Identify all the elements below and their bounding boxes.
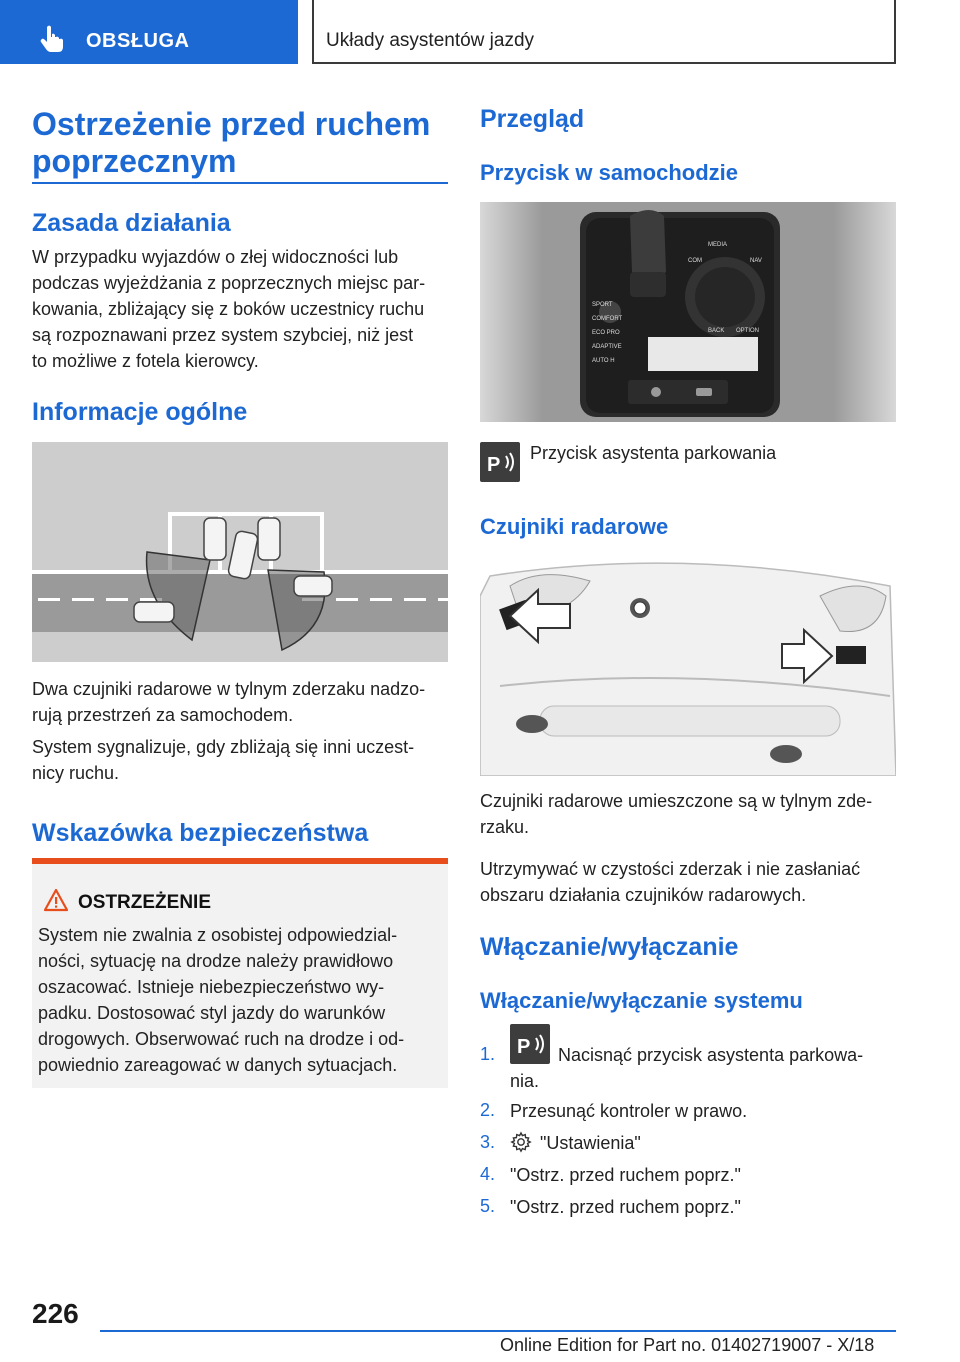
- principle-line: to możliwe z fotela kierowcy.: [32, 351, 259, 371]
- parking-assist-button-icon: [480, 442, 520, 482]
- heading-onoff: Włączanie/wyłączanie: [480, 933, 739, 961]
- step-text-continued: nia.: [510, 1071, 540, 1091]
- page-number: 226: [32, 1298, 79, 1329]
- warning-line: drogowych. Obserwować ruch na drodze i od-: [38, 1029, 405, 1049]
- step-number: 4.: [480, 1164, 496, 1184]
- hand-pointer-icon: [38, 24, 68, 52]
- principle-line: są rozpoznawani przez system szybciej, niż jest: [32, 325, 414, 345]
- general-p2-line: System sygnalizuje, gdy zbliżają się inni uczest-: [32, 737, 415, 757]
- footer-rule: [100, 1330, 896, 1332]
- radar-p1-line: rzaku.: [480, 817, 530, 837]
- center-console-graphic: [480, 202, 896, 422]
- step-number: 3.: [480, 1132, 496, 1152]
- heading-safety: Wskazówka bezpieczeństwa: [32, 819, 369, 847]
- controller-button-label: BACK: [708, 328, 725, 334]
- controller-button-label: NAV: [750, 258, 762, 264]
- button-caption: Przycisk asystenta parkowania: [530, 443, 777, 463]
- controller-button-label: COM: [688, 258, 702, 264]
- heading-radar: Czujniki radarowe: [480, 514, 669, 539]
- general-p1-line: rują przestrzeń za samochodem.: [32, 705, 294, 725]
- principle-line: podczas wyjeżdżania z poprzecznych miejsc par-: [32, 273, 426, 293]
- rear-bumper-illustration: [480, 556, 896, 776]
- heading-general: Informacje ogólne: [32, 398, 248, 426]
- warning-line: powiednio zareagować w danych sytuacjach.: [38, 1055, 398, 1075]
- parking-assist-button-icon: [510, 1024, 550, 1064]
- step-text: "Ostrz. przed ruchem poprz.": [510, 1165, 741, 1185]
- step-text: "Ustawienia": [540, 1133, 641, 1153]
- principle-line: kowania, zbliżający się z boków uczestnicy ruchu: [32, 299, 425, 319]
- general-p1-line: Dwa czujniki radarowe w tylnym zderzaku nadzo-: [32, 679, 426, 699]
- drive-mode-label: ECO PRO: [592, 330, 620, 336]
- controller-button-label: OPTION: [736, 328, 760, 334]
- center-console-photo: [480, 202, 896, 422]
- controller-button-label: MEDIA: [708, 242, 728, 248]
- radar-p2-line: Utrzymywać w czystości zderzak i nie zasłaniać: [480, 859, 861, 879]
- heading-onoff-system: Włączanie/wyłączanie systemu: [480, 988, 803, 1013]
- gear-icon: [510, 1131, 532, 1153]
- warning-line: padku. Dostosować styl jazdy do warunków: [38, 1003, 386, 1023]
- step-number: 1.: [480, 1044, 496, 1064]
- warning-text: [38, 922, 442, 1078]
- warning-triangle-icon: [44, 888, 68, 912]
- car-rear-graphic: [480, 556, 896, 776]
- edition-text: Online Edition for Part no. 01402719007 - X/18: [500, 1335, 875, 1355]
- general-p2-line: nicy ruchu.: [32, 763, 120, 783]
- parking-p-icon: [510, 1024, 550, 1064]
- warning-line: System nie zwalnia z osobistej odpowiedzial-: [38, 925, 398, 945]
- svg-text:P: P: [517, 1036, 531, 1058]
- drive-mode-label: COMFORT: [592, 316, 623, 322]
- drive-mode-label: SPORT: [592, 302, 613, 308]
- step-text: Przesunąć kontroler w prawo.: [510, 1101, 748, 1121]
- heading-overview: Przegląd: [480, 105, 585, 133]
- article-title-line2: poprzecznym: [32, 143, 237, 179]
- radar-p2-line: obszaru działania czujników radarowych.: [480, 885, 807, 905]
- step-text: "Ostrz. przed ruchem poprz.": [510, 1197, 741, 1217]
- parking-p-icon: [480, 442, 520, 482]
- drive-mode-label: ADAPTIVE: [592, 344, 622, 350]
- step-text: Nacisnąć przycisk asystenta parkowa-: [558, 1045, 864, 1065]
- warning-box: [32, 858, 448, 1088]
- warning-line: oszacować. Istnieje niebezpieczeństwo wy-: [38, 977, 385, 997]
- step-number: 5.: [480, 1196, 496, 1216]
- section-label: OBSŁUGA: [86, 30, 190, 52]
- drive-mode-label: AUTO H: [592, 358, 615, 364]
- heading-button: Przycisk w samochodzie: [480, 160, 738, 185]
- heading-principle: Zasada działania: [32, 209, 231, 237]
- parking-scene-graphic: [32, 442, 448, 662]
- chapter-title: Układy asystentów jazdy: [326, 30, 535, 51]
- warning-line: ności, sytuację na drodze należy prawidłowo: [38, 951, 394, 971]
- radar-p1-line: Czujniki radarowe umieszczone są w tylnym zde-: [480, 791, 873, 811]
- step-number: 2.: [480, 1100, 496, 1120]
- principle-line: W przypadku wyjazdów o złej widoczności lub: [32, 247, 399, 267]
- svg-text:P: P: [487, 454, 501, 476]
- title-rule: [32, 182, 448, 184]
- cross-traffic-illustration: [32, 442, 448, 662]
- warning-heading: OSTRZEŻENIE: [78, 892, 212, 913]
- article-title-line1: Ostrzeżenie przed ruchem: [32, 106, 431, 142]
